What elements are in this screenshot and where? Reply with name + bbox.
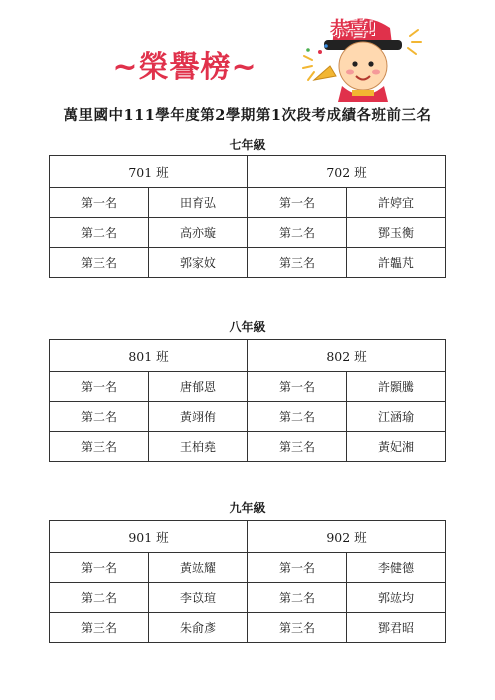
table-row	[50, 583, 446, 613]
rank-cell: 第一名	[50, 553, 149, 583]
class-header-row	[50, 521, 446, 553]
student-name-cell: 王柏堯	[149, 432, 248, 462]
student-name-cell: 黃竑耀	[149, 553, 248, 583]
rank-cell: 第三名	[248, 613, 347, 643]
table-row	[50, 248, 446, 278]
student-name-cell: 許婷宜	[347, 188, 446, 218]
rank-cell: 第三名	[248, 432, 347, 462]
student-name-cell: 鄧君昭	[347, 613, 446, 643]
student-name-cell: 唐郁恩	[149, 372, 248, 402]
table-row	[50, 372, 446, 402]
table-row	[50, 218, 446, 248]
rank-cell: 第一名	[248, 372, 347, 402]
class-header: 901 班	[50, 521, 248, 553]
grade-8-table	[49, 339, 446, 462]
student-name-cell: 許韞芃	[347, 248, 446, 278]
rank-cell: 第二名	[50, 218, 149, 248]
grade-label-9: 九年級	[229, 501, 266, 515]
grade-label-7: 七年級	[229, 138, 266, 152]
grade-label-8: 八年級	[229, 320, 266, 334]
table-row	[50, 553, 446, 583]
rank-cell: 第三名	[50, 613, 149, 643]
page-title: ~榮譽榜~	[112, 50, 258, 85]
rank-cell: 第二名	[50, 402, 149, 432]
exam-subtitle: 萬里國中111學年度第2學期第1次段考成績各班前三名	[63, 107, 432, 124]
rank-cell: 第二名	[248, 218, 347, 248]
table-row	[50, 432, 446, 462]
student-name-cell: 許顥騰	[347, 372, 446, 402]
rank-cell: 第三名	[50, 248, 149, 278]
class-header: 802 班	[248, 340, 446, 372]
student-name-cell: 李苡瑄	[149, 583, 248, 613]
rank-cell: 第一名	[248, 553, 347, 583]
class-header: 701 班	[50, 156, 248, 188]
student-name-cell: 李健德	[347, 553, 446, 583]
rank-cell: 第三名	[50, 432, 149, 462]
rank-cell: 第一名	[50, 372, 149, 402]
rank-cell: 第一名	[248, 188, 347, 218]
student-name-cell: 黃妃湘	[347, 432, 446, 462]
badge-text: 恭喜!	[330, 18, 377, 40]
student-name-cell: 黃翊侑	[149, 402, 248, 432]
rank-cell: 第三名	[248, 248, 347, 278]
class-header-row	[50, 156, 446, 188]
grade-9-table	[49, 520, 446, 643]
grade-7-table	[49, 155, 446, 278]
student-name-cell: 郭竑均	[347, 583, 446, 613]
student-name-cell: 鄧玉衡	[347, 218, 446, 248]
student-name-cell: 高亦璇	[149, 218, 248, 248]
student-name-cell: 朱俞彥	[149, 613, 248, 643]
rank-cell: 第一名	[50, 188, 149, 218]
student-name-cell: 江涵瑜	[347, 402, 446, 432]
class-header: 801 班	[50, 340, 248, 372]
rank-cell: 第二名	[248, 583, 347, 613]
class-header-row	[50, 340, 446, 372]
rank-cell: 第二名	[50, 583, 149, 613]
rank-cell: 第二名	[248, 402, 347, 432]
student-name-cell: 田育弘	[149, 188, 248, 218]
table-row	[50, 613, 446, 643]
table-row	[50, 188, 446, 218]
class-header: 702 班	[248, 156, 446, 188]
table-row	[50, 402, 446, 432]
student-name-cell: 郭家妏	[149, 248, 248, 278]
class-header: 902 班	[248, 521, 446, 553]
